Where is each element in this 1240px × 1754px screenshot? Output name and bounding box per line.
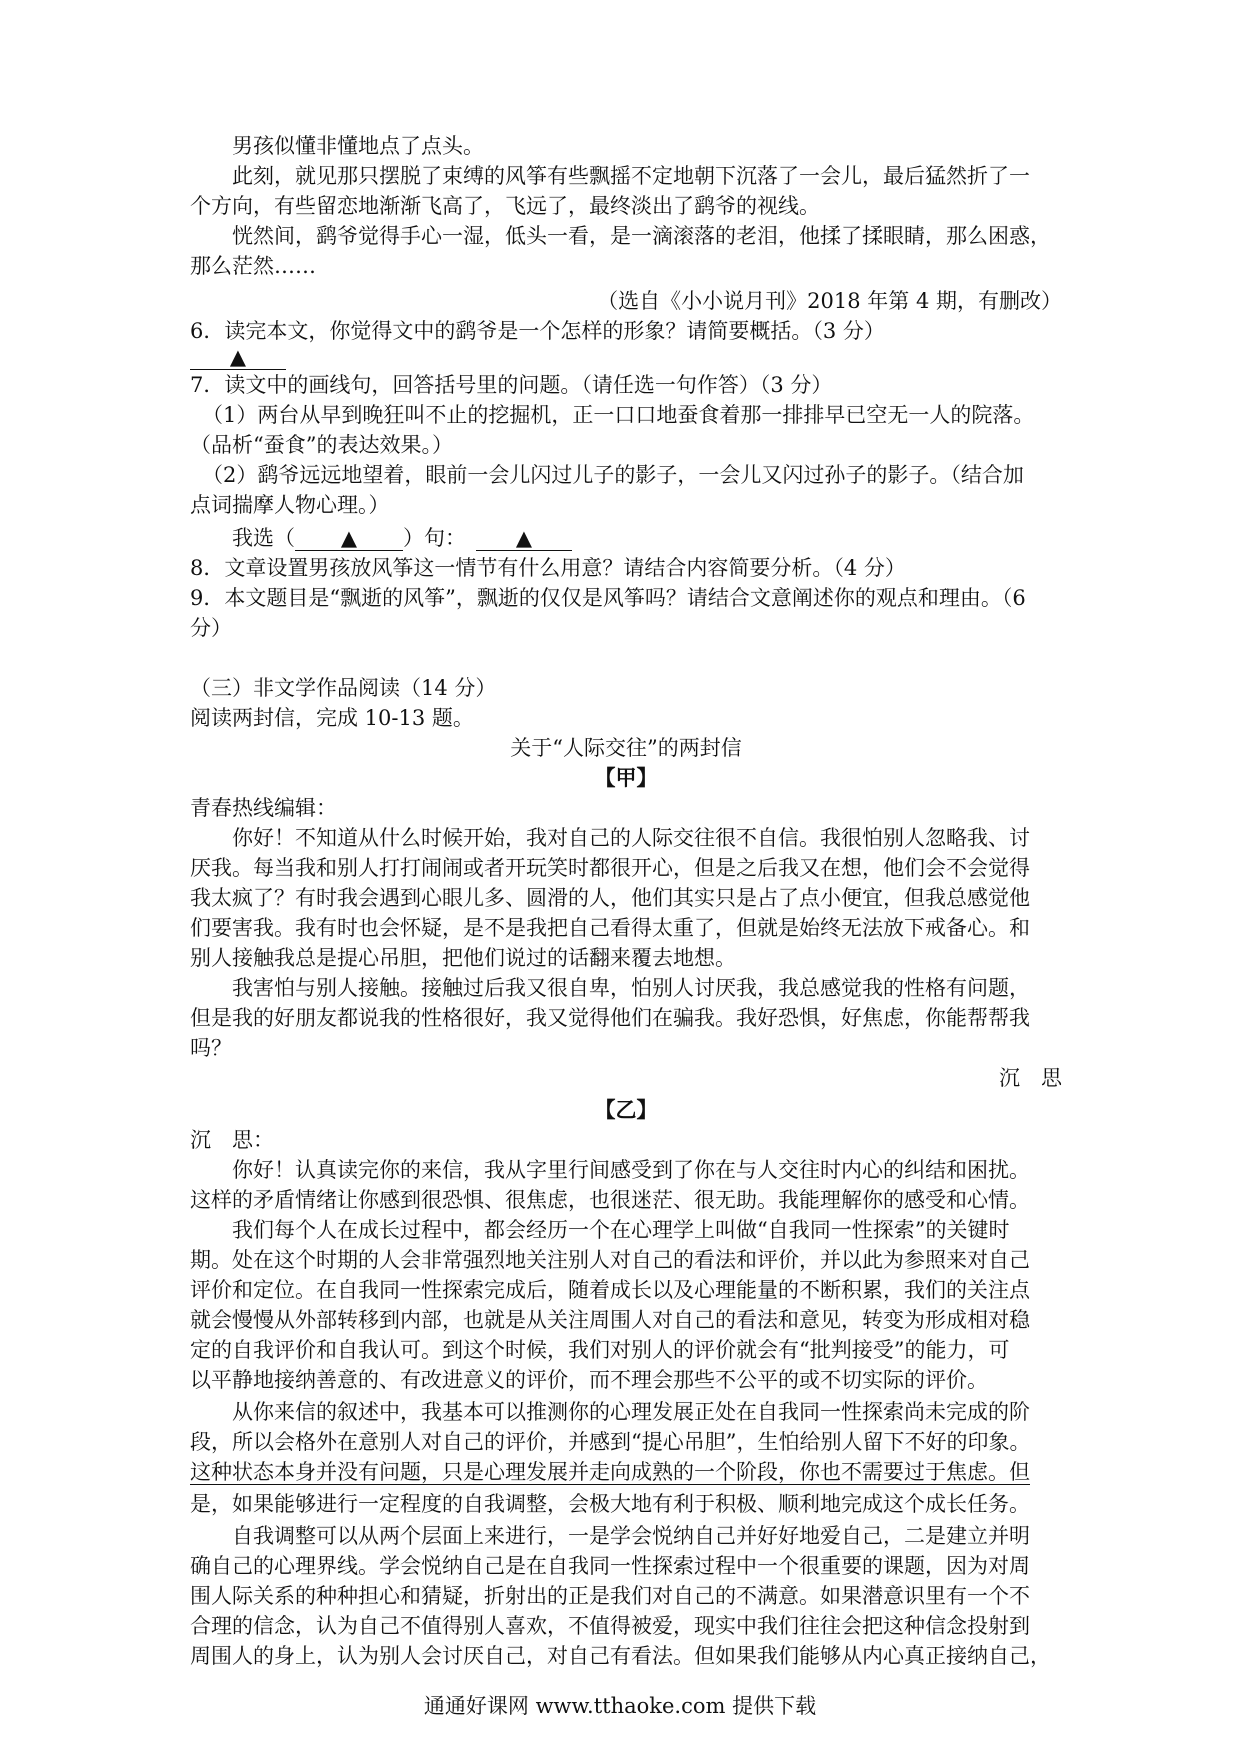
section-instruction: 阅读两封信，完成 10-13 题。 (190, 706, 474, 730)
story-line: 男孩似懂非懂地点了点头。 (232, 134, 484, 158)
letter-b-line: 就会慢慢从外部转移到内部，也就是从关注周围人对自己的看法和意见，转变为形成相对稳 (190, 1308, 1030, 1332)
question-7-option-2 (202, 460, 1024, 490)
letter-a-salutation: 青春热线编辑： (190, 796, 337, 820)
letter-a-line: 我害怕与别人接触。接触过后我又很自卑，怕别人讨厌我，我总感觉我的性格有问题， (232, 976, 1030, 1000)
story-line: 那么茫然…… (190, 254, 316, 278)
option-2-text: （2）鹞爷远远地望着，眼前一会儿闪过儿子的影子，一会儿又闪过孙子的影子。（结合加 (202, 463, 1024, 487)
letter-b-line: 你好！认真读完你的来信，我从字里行间感受到了你在与人交往时内心的纠结和困扰。 (232, 1158, 1030, 1182)
letter-a-line: 你好！不知道从什么时候开始，我对自己的人际交往很不自信。我很怕别人忽略我、讨 (232, 826, 1030, 850)
page-footer: 通通好课网 www.tthaoke.com 提供下载 (423, 1694, 817, 1718)
choice-label: 我选（ (232, 526, 295, 550)
answer-blank-6 (190, 342, 286, 372)
choice-blank: ▲ (295, 526, 403, 551)
letter-b-line: 段，所以会格外在意别人对自己的评价，并感到“提心吊胆”，生怕给别人留下不好的印象。 (190, 1430, 1031, 1454)
question-7-option-2-cont: 点词揣摩人物心理。） (190, 493, 390, 517)
question-7: 7．读文中的画线句，回答括号里的问题。（请任选一句作答）（3 分） (190, 373, 833, 397)
letter-b-line: 评价和定位。在自我同一性探索完成后，随着成长以及心理能量的不断积累，我们的关注点 (190, 1278, 1030, 1302)
letter-b-line: 我们每个人在成长过程中，都会经历一个在心理学上叫做“自我同一性探索”的关键时 (232, 1218, 1010, 1242)
letter-a-heading: 【甲】 (594, 765, 658, 790)
letter-b-line: 周围人的身上，认为别人会讨厌自己，对自己有看法。但如果我们能够从内心真正接纳自己， (190, 1644, 1051, 1668)
option-1-text: （1）两台从早到晚狂叫不止的挖掘机，正一口口地蚕食着那一排排早已空无一人的院落。 (202, 403, 1035, 427)
question-9-cont: 分） (190, 616, 232, 640)
letter-b-line: 这样的矛盾情绪让你感到很恐惧、很焦虑，也很迷茫、很无助。我能理解你的感受和心情。 (190, 1188, 1030, 1212)
letter-b-line: 确自己的心理界线。学会悦纳自己是在自我同一性探索过程中一个很重要的课题，因为对周 (190, 1554, 1030, 1578)
story-line: 此刻，就见那只摆脱了束缚的风筝有些飘摇不定地朝下沉落了一会儿，最后猛然折了一 (232, 164, 1030, 188)
letter-b-underlined-line (190, 1457, 1030, 1487)
sentence-blank: ▲ (476, 526, 572, 551)
letter-b-salutation: 沉 思： (190, 1128, 274, 1152)
letter-b-line: 期。处在这个时期的人会非常强烈地关注别人对自己的看法和评价，并以此为参照来对自己 (190, 1248, 1030, 1272)
question-7-option-1-cont: （品析“蚕食”的表达效果。） (190, 433, 453, 457)
letter-b-line: 合理的信念，认为自己不值得别人喜欢，不值得被爱，现实中我们往往会把这种信念投射到 (190, 1614, 1030, 1638)
letter-b-line: 定的自我评价和自我认可。到这个时候，我们对别人的评价就会有“批判接受”的能力，可 (190, 1338, 1010, 1362)
letter-b-line: 是，如果能够进行一定程度的自我调整，会极大地有利于积极、顺利地完成这个成长任务。 (190, 1492, 1030, 1516)
letter-a-line: 们要害我。我有时也会怀疑，是不是我把自己看得太重了，但就是始终无法放下戒备心。和 (190, 916, 1030, 940)
section-heading: （三）非文学作品阅读（14 分） (190, 676, 497, 700)
question-6: 6．读完本文，你觉得文中的鹞爷是一个怎样的形象？请简要概括。（3 分） (190, 319, 885, 343)
letter-b-heading: 【乙】 (594, 1097, 658, 1122)
question-7-choice (232, 523, 572, 553)
question-8: 8．文章设置男孩放风筝这一情节有什么用意？请结合内容简要分析。（4 分） (190, 556, 906, 580)
letter-a-line: 我太疯了？有时我会遇到心眼儿多、圆滑的人，他们其实只是占了点小便宜，但我总感觉他 (190, 886, 1030, 910)
letter-b-line: 围人际关系的种种担心和猜疑，折射出的正是我们对自己的不满意。如果潜意识里有一个不 (190, 1584, 1030, 1608)
story-line: 个方向，有些留恋地渐渐飞高了，飞远了，最终淡出了鹞爷的视线。 (190, 194, 820, 218)
letter-a-line: 别人接触我总是提心吊胆，把他们说过的话翻来覆去地想。 (190, 946, 736, 970)
source-citation: （选自《小小说月刊》2018 年第 4 期，有删改） (597, 289, 1062, 313)
letter-a-line: 但是我的好朋友都说我的性格很好，我又觉得他们在骗我。我好恐惧，好焦虑，你能帮帮我 (190, 1006, 1030, 1030)
story-line: 恍然间，鹞爷觉得手心一湿，低头一看，是一滴滚落的老泪，他揉了揉眼睛，那么困惑， (232, 224, 1051, 248)
choice-label-sentence: ）句： (403, 526, 466, 550)
question-7-option-1 (202, 400, 1034, 430)
letter-a-line: 吗？ (190, 1036, 232, 1060)
letter-b-line: 从你来信的叙述中，我基本可以推测你的心理发展正处在自我同一性探索尚未完成的阶 (232, 1400, 1030, 1424)
letter-a-signature: 沉 思 (999, 1066, 1062, 1090)
letter-b-line: 以平静地接纳善意的、有改进意义的评价，而不理会那些不公平的或不切实际的评价。 (190, 1368, 988, 1392)
answer-mark: ▲ (190, 345, 286, 370)
question-9: 9．本文题目是“飘逝的风筝”，飘逝的仅仅是风筝吗？请结合文意阐述你的观点和理由。（6 (190, 586, 1026, 610)
letters-title: 关于“人际交往”的两封信 (510, 736, 742, 760)
letter-b-line: 自我调整可以从两个层面上来进行，一是学会悦纳自己并好好地爱自己，二是建立并明 (232, 1524, 1030, 1548)
underlined-sentence: 这种状态本身并没有问题，只是心理发展并走向成熟的一个阶段，你也不需要过于焦虑。但 (190, 1460, 1030, 1484)
letter-a-line: 厌我。每当我和别人打打闹闹或者开玩笑时都很开心，但是之后我又在想，他们会不会觉得 (190, 856, 1030, 880)
